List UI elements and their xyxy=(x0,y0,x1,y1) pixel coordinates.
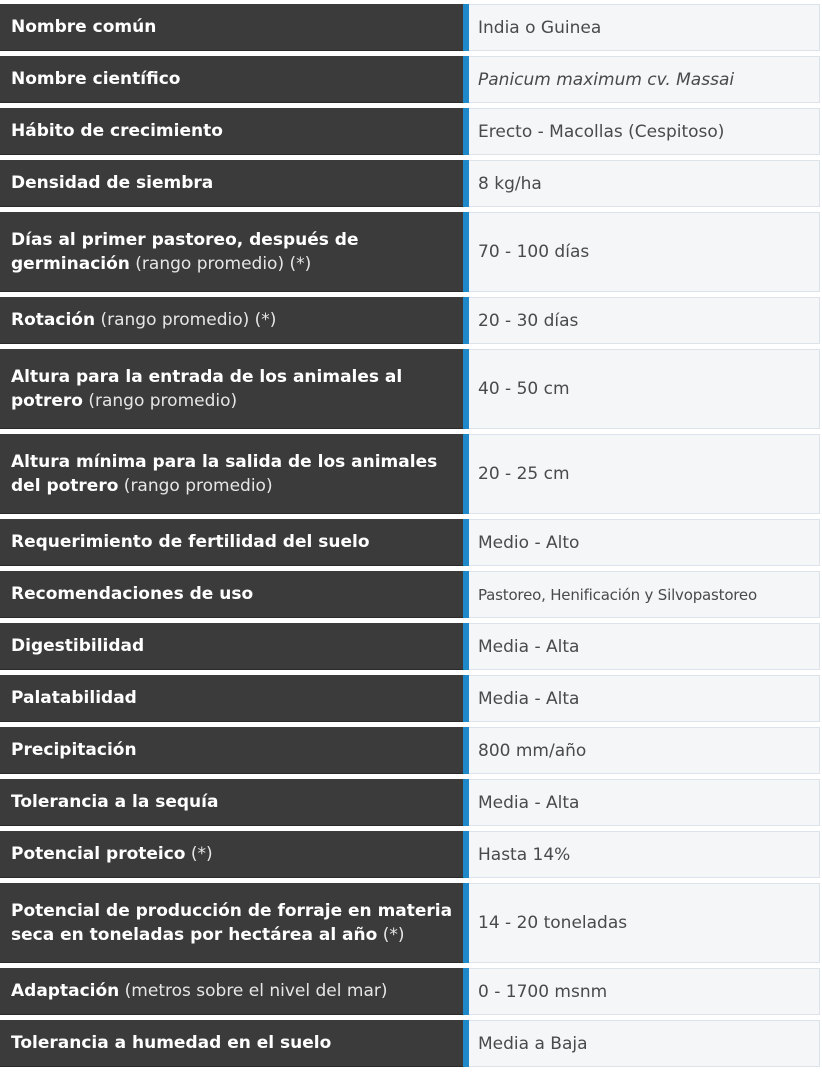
table-row xyxy=(0,56,822,103)
table-row xyxy=(0,831,822,878)
row-value: 70 - 100 días xyxy=(469,212,820,292)
row-label: Digestibilidad xyxy=(0,623,463,670)
table-row xyxy=(0,108,822,155)
table-row xyxy=(0,349,822,429)
table-row xyxy=(0,883,822,963)
row-label: Potencial de producción de forraje en materia seca en toneladas por hectárea al año (*) xyxy=(0,883,463,963)
table-row xyxy=(0,727,822,774)
table-row xyxy=(0,519,822,566)
row-value: Erecto - Macollas (Cespitoso) xyxy=(469,108,820,155)
row-value: Hasta 14% xyxy=(469,831,820,878)
row-value: 0 - 1700 msnm xyxy=(469,968,820,1015)
row-label: Precipitación xyxy=(0,727,463,774)
table-row xyxy=(0,1020,822,1067)
row-label: Rotación (rango promedio) (*) xyxy=(0,297,463,344)
row-value: 20 - 25 cm xyxy=(469,434,820,514)
row-label: Altura mínima para la salida de los animales del potrero (rango promedio) xyxy=(0,434,463,514)
table-row xyxy=(0,212,822,292)
row-label: Adaptación (metros sobre el nivel del mar) xyxy=(0,968,463,1015)
row-label: Requerimiento de fertilidad del suelo xyxy=(0,519,463,566)
table-row xyxy=(0,968,822,1015)
row-value: Media - Alta xyxy=(469,675,820,722)
row-value: 8 kg/ha xyxy=(469,160,820,207)
row-label: Días al primer pastoreo, después de germinación (rango promedio) (*) xyxy=(0,212,463,292)
row-label: Nombre científico xyxy=(0,56,463,103)
table-row xyxy=(0,623,822,670)
row-value: 40 - 50 cm xyxy=(469,349,820,429)
row-label: Nombre común xyxy=(0,4,463,51)
row-label: Hábito de crecimiento xyxy=(0,108,463,155)
table-row xyxy=(0,571,822,618)
row-value: Medio - Alto xyxy=(469,519,820,566)
row-label: Tolerancia a humedad en el suelo xyxy=(0,1020,463,1067)
row-value: Panicum maximum cv. Massai xyxy=(469,56,820,103)
row-label: Palatabilidad xyxy=(0,675,463,722)
row-value: 14 - 20 toneladas xyxy=(469,883,820,963)
row-value: 800 mm/año xyxy=(469,727,820,774)
row-value: Media a Baja xyxy=(469,1020,820,1067)
row-label: Densidad de siembra xyxy=(0,160,463,207)
row-label: Recomendaciones de uso xyxy=(0,571,463,618)
table-row xyxy=(0,160,822,207)
table-row xyxy=(0,434,822,514)
table-row xyxy=(0,779,822,826)
table-row xyxy=(0,675,822,722)
row-value: 20 - 30 días xyxy=(469,297,820,344)
row-value: Pastoreo, Henificación y Silvopastoreo xyxy=(469,571,820,618)
row-label: Tolerancia a la sequía xyxy=(0,779,463,826)
table-row xyxy=(0,4,822,51)
row-label: Altura para la entrada de los animales al potrero (rango promedio) xyxy=(0,349,463,429)
row-value: Media - Alta xyxy=(469,779,820,826)
row-value: India o Guinea xyxy=(469,4,820,51)
row-label: Potencial proteico (*) xyxy=(0,831,463,878)
row-value: Media - Alta xyxy=(469,623,820,670)
table-row xyxy=(0,297,822,344)
forage-spec-table xyxy=(0,4,822,1072)
